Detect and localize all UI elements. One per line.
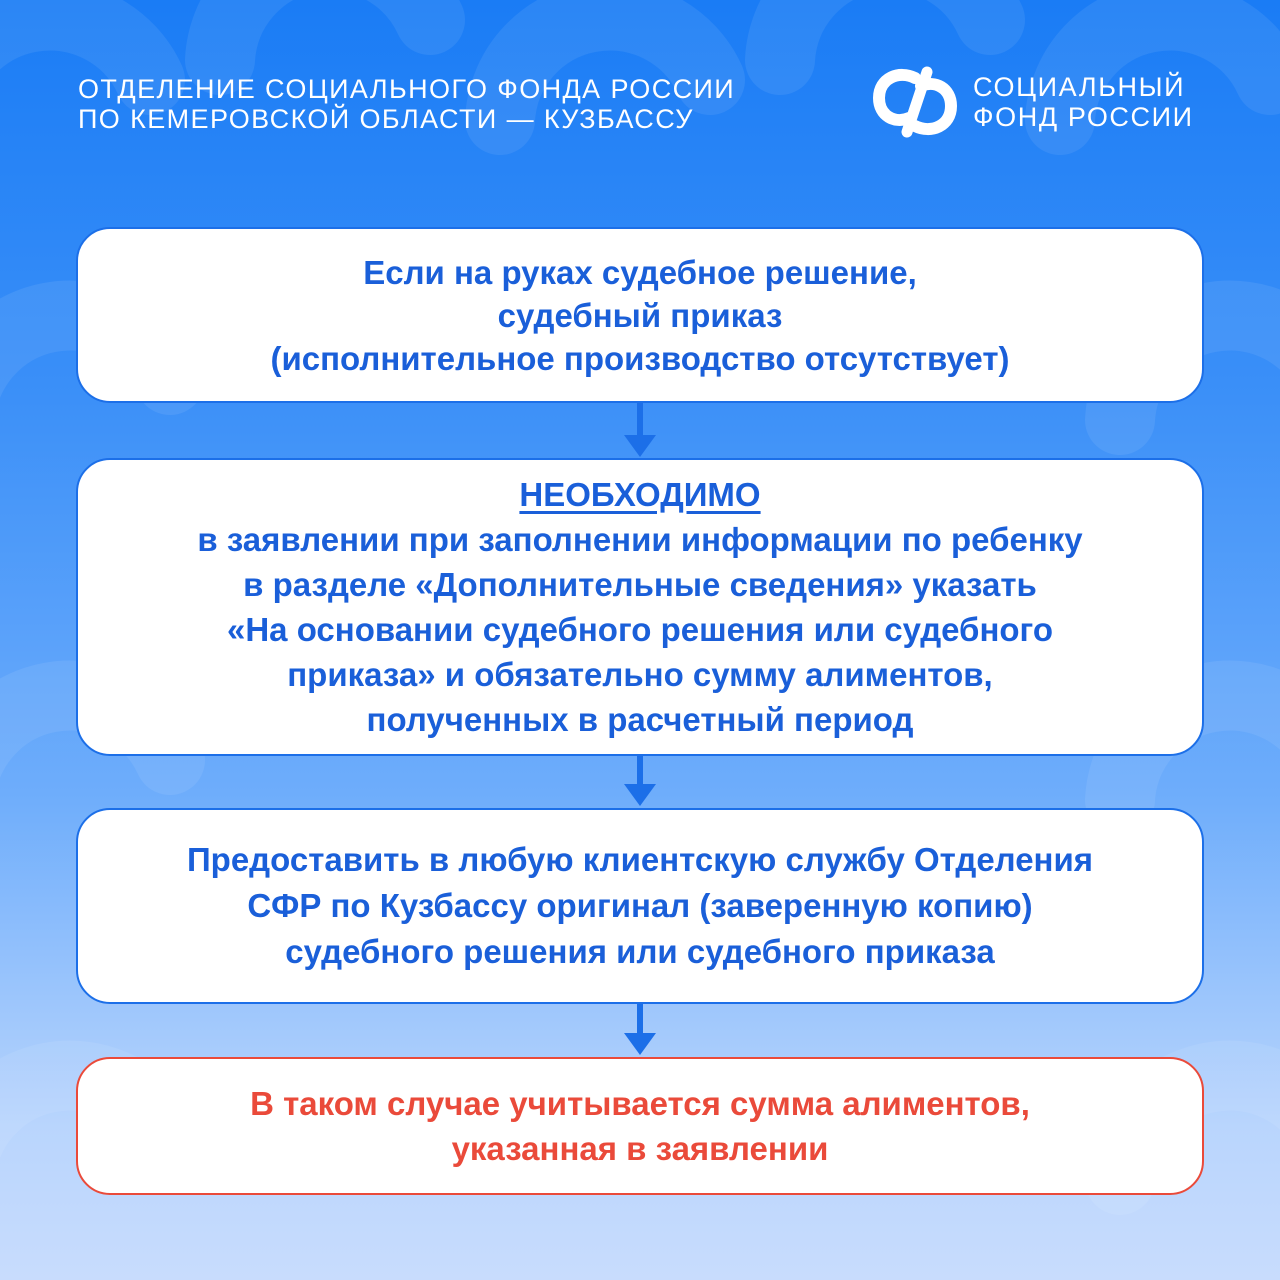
step-3-line: судебного решения или судебного приказа: [285, 933, 995, 970]
step-1-card: [76, 227, 1204, 403]
down-arrow-icon: [624, 756, 656, 808]
organization-title-line-1: ОТДЕЛЕНИЕ СОЦИАЛЬНОГО ФОНДА РОССИИ: [78, 74, 736, 104]
step-1-line: судебный приказ: [497, 296, 783, 334]
step-2-line: «На основании судебного решения или судебного: [226, 611, 1053, 648]
step-2-line: приказа» и обязательно сумму алиментов,: [287, 656, 993, 693]
brand-name-line-1: СОЦИАЛЬНЫЙ: [973, 72, 1186, 102]
step-2-line: в заявлении при заполнении информации по ребенку: [197, 521, 1083, 558]
step-3-line: Предоставить в любую клиентскую службу Отделения: [186, 841, 1094, 878]
organization-title: [78, 74, 735, 134]
down-arrow-icon: [624, 1004, 656, 1057]
brand-block: [873, 66, 1194, 138]
result-line: В таком случае учитывается сумма алиментов,: [250, 1085, 1030, 1122]
step-2-line: в разделе «Дополнительные сведения» указать: [243, 566, 1037, 603]
down-arrow-icon: [624, 403, 656, 458]
step-2-card: [76, 458, 1204, 756]
result-card: [76, 1057, 1204, 1195]
step-1-line: (исполнительное производство отсутствует): [270, 339, 1010, 377]
step-3-card: [76, 808, 1204, 1004]
step-3-line: СФР по Кузбассу оригинал (заверенную копию): [247, 887, 1033, 924]
step-2-line: полученных в расчетный период: [366, 701, 914, 738]
step-2-heading: НЕОБХОДИМО: [519, 476, 761, 513]
sfr-logo-icon: [873, 66, 957, 138]
step-1-line: Если на руках судебное решение,: [363, 253, 917, 291]
organization-title-line-2: ПО КЕМЕРОВСКОЙ ОБЛАСТИ — КУЗБАССУ: [78, 104, 694, 134]
result-line: указанная в заявлении: [451, 1130, 829, 1167]
brand-name: [973, 72, 1194, 132]
brand-name-line-2: ФОНД РОССИИ: [973, 102, 1194, 132]
